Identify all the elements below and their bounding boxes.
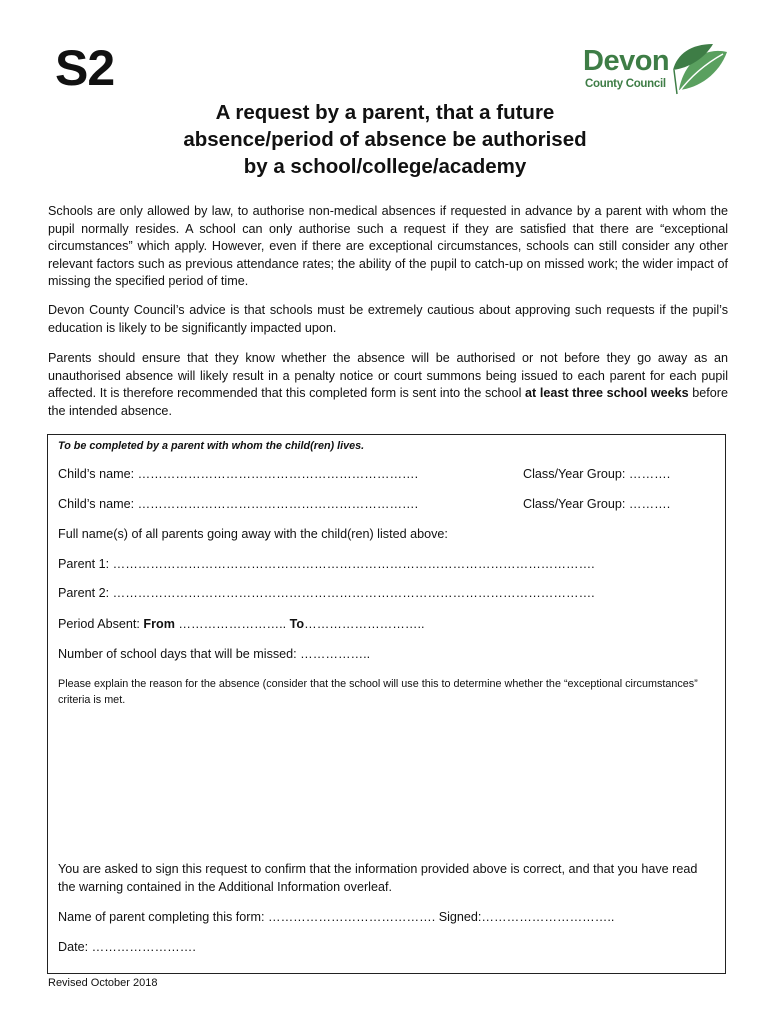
p3-text-before: Parents should ensure that they know whether the absence will be authorised or not before they go away as an unauthorised absence will likely result in a penalty notice or court summons being issued to each parent for each pupil affected. It is therefore recommended that this completed form is sent into the school <box>48 351 728 401</box>
title-line-2: absence/period of absence be authorised <box>183 128 587 151</box>
child2-name-field[interactable]: Child’s name: …………………………………………………………. <box>58 497 419 511</box>
signature-instructions: You are asked to sign this request to confirm that the information provided above is correct, and that you have read the warning contained in the Additional Information overleaf. <box>58 862 698 894</box>
date-field[interactable]: Date: ……………………. <box>58 940 196 954</box>
reason-textarea[interactable] <box>58 715 713 855</box>
intro-paragraph-advice: Devon County Council’s advice is that schools must be extremely cautious about approving such requests if the pupil’s education is likely to be significantly impacted upon. <box>48 303 728 335</box>
period-absent-field[interactable] <box>58 616 424 633</box>
school-days-field[interactable]: Number of school days that will be missed: …………….. <box>58 647 371 661</box>
from-dots: …………………….. <box>174 617 290 631</box>
form-box <box>47 434 726 974</box>
page-title <box>100 99 670 180</box>
intro-paragraph-parents <box>48 350 728 420</box>
child1-name-field[interactable]: Child’s name: …………………………………………………………. <box>58 467 419 481</box>
to-dots: ……………………….. <box>304 617 425 631</box>
form-code: S2 <box>55 40 115 96</box>
p3-bold-text: at least three school weeks <box>525 386 689 401</box>
child2-class-field[interactable]: Class/Year Group: ………. <box>523 497 671 511</box>
logo-devon-text: Devon <box>583 45 670 77</box>
title-line-3: by a school/college/academy <box>243 155 527 178</box>
parent1-field[interactable]: Parent 1: ……………………………………………………………………………………………………. <box>58 557 595 571</box>
from-label: From <box>143 617 175 631</box>
reason-instructions: Please explain the reason for the absence (consider that the school will use this to determine whether the “exceptional circumstances” criteria is met. <box>58 678 698 706</box>
logo-county-council-text: County Council <box>585 78 666 90</box>
intro-paragraph-law: Schools are only allowed by law, to authorise non-medical absences if requested in advance by a parent with whom the pupil normally resides. A school can only authorise such a request if they are satisfied that there are “exceptional circumstances” which apply. However, even if there are exceptional circumstances, schools can still consider any other relevant factors such as previous attendance rates; the ability of the pupil to catch-up on missed work; the wider impact of missing the specified period of time. <box>48 204 728 289</box>
title-line-1: A request by a parent, that a future <box>215 101 555 124</box>
to-label: To <box>289 617 305 631</box>
period-label: Period Absent: <box>58 617 144 631</box>
child1-class-field[interactable]: Class/Year Group: ………. <box>523 467 671 481</box>
parent2-field[interactable]: Parent 2: ……………………………………………………………………………………………………. <box>58 586 595 600</box>
p3-text-after: before the intended absence. <box>48 386 729 418</box>
parent-name-signature-field[interactable]: Name of parent completing this form: …………………………………. Signed:………………………….. <box>58 910 615 924</box>
devon-county-council-logo <box>583 40 728 100</box>
form-intro: To be completed by a parent with whom the child(ren) lives. <box>58 440 365 452</box>
parents-heading: Full name(s) of all parents going away with the child(ren) listed above: <box>58 527 448 541</box>
leaf-icon <box>671 40 729 96</box>
revision-footer: Revised October 2018 <box>48 977 158 989</box>
